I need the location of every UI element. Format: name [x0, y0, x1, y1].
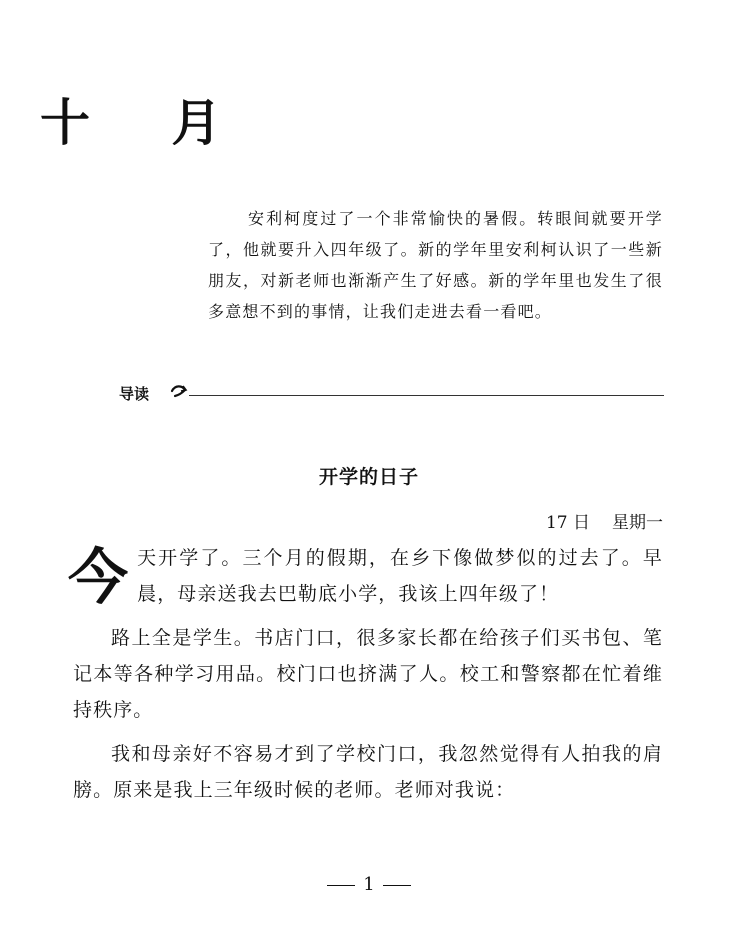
paragraph-1-text: 天开学了。三个月的假期，在乡下像做梦似的过去了。早晨，母亲送我去巴勒底小学，我该上四年级了！ — [137, 547, 663, 605]
paragraph-1 — [68, 540, 663, 613]
entry-date-line — [546, 508, 663, 533]
dash-right — [383, 885, 411, 886]
guide-header — [119, 381, 664, 405]
entry-date: 17 日 — [545, 513, 590, 533]
paragraph-3: 我和母亲好不容易才到了学校门口，我忽然觉得有人拍我的肩膀。原来是我上三年级时候的老师。老师对我说： — [73, 743, 663, 801]
paragraph-2: 路上全是学生。书店门口，很多家长都在给孩子们买书包、笔记本等各种学习用品。校门口也挤满了人。校工和警察都在忙着维持秩序。 — [73, 627, 663, 721]
section-title: 开学的日子 — [318, 466, 419, 488]
drop-cap: 今 — [68, 543, 130, 613]
page-number: 1 — [363, 874, 375, 895]
chapter-title: 十 月 — [40, 93, 254, 152]
curl-arrow-icon — [169, 383, 191, 401]
dash-left — [327, 885, 355, 886]
entry-weekday: 星期一 — [612, 513, 663, 533]
page-number-footer — [0, 874, 738, 895]
body-text — [68, 540, 663, 816]
guide-rule — [189, 395, 664, 396]
chapter-intro: 安利柯度过了一个非常愉快的暑假。转眼间就要开学了，他就要升入四年级了。新的学年里安利柯认识了一些新朋友，对新老师也渐渐产生了好感。新的学年里也发生了很多意想不到的事情，让我们走进去看一看吧。 — [208, 209, 663, 321]
guide-label: 导读 — [119, 385, 150, 403]
